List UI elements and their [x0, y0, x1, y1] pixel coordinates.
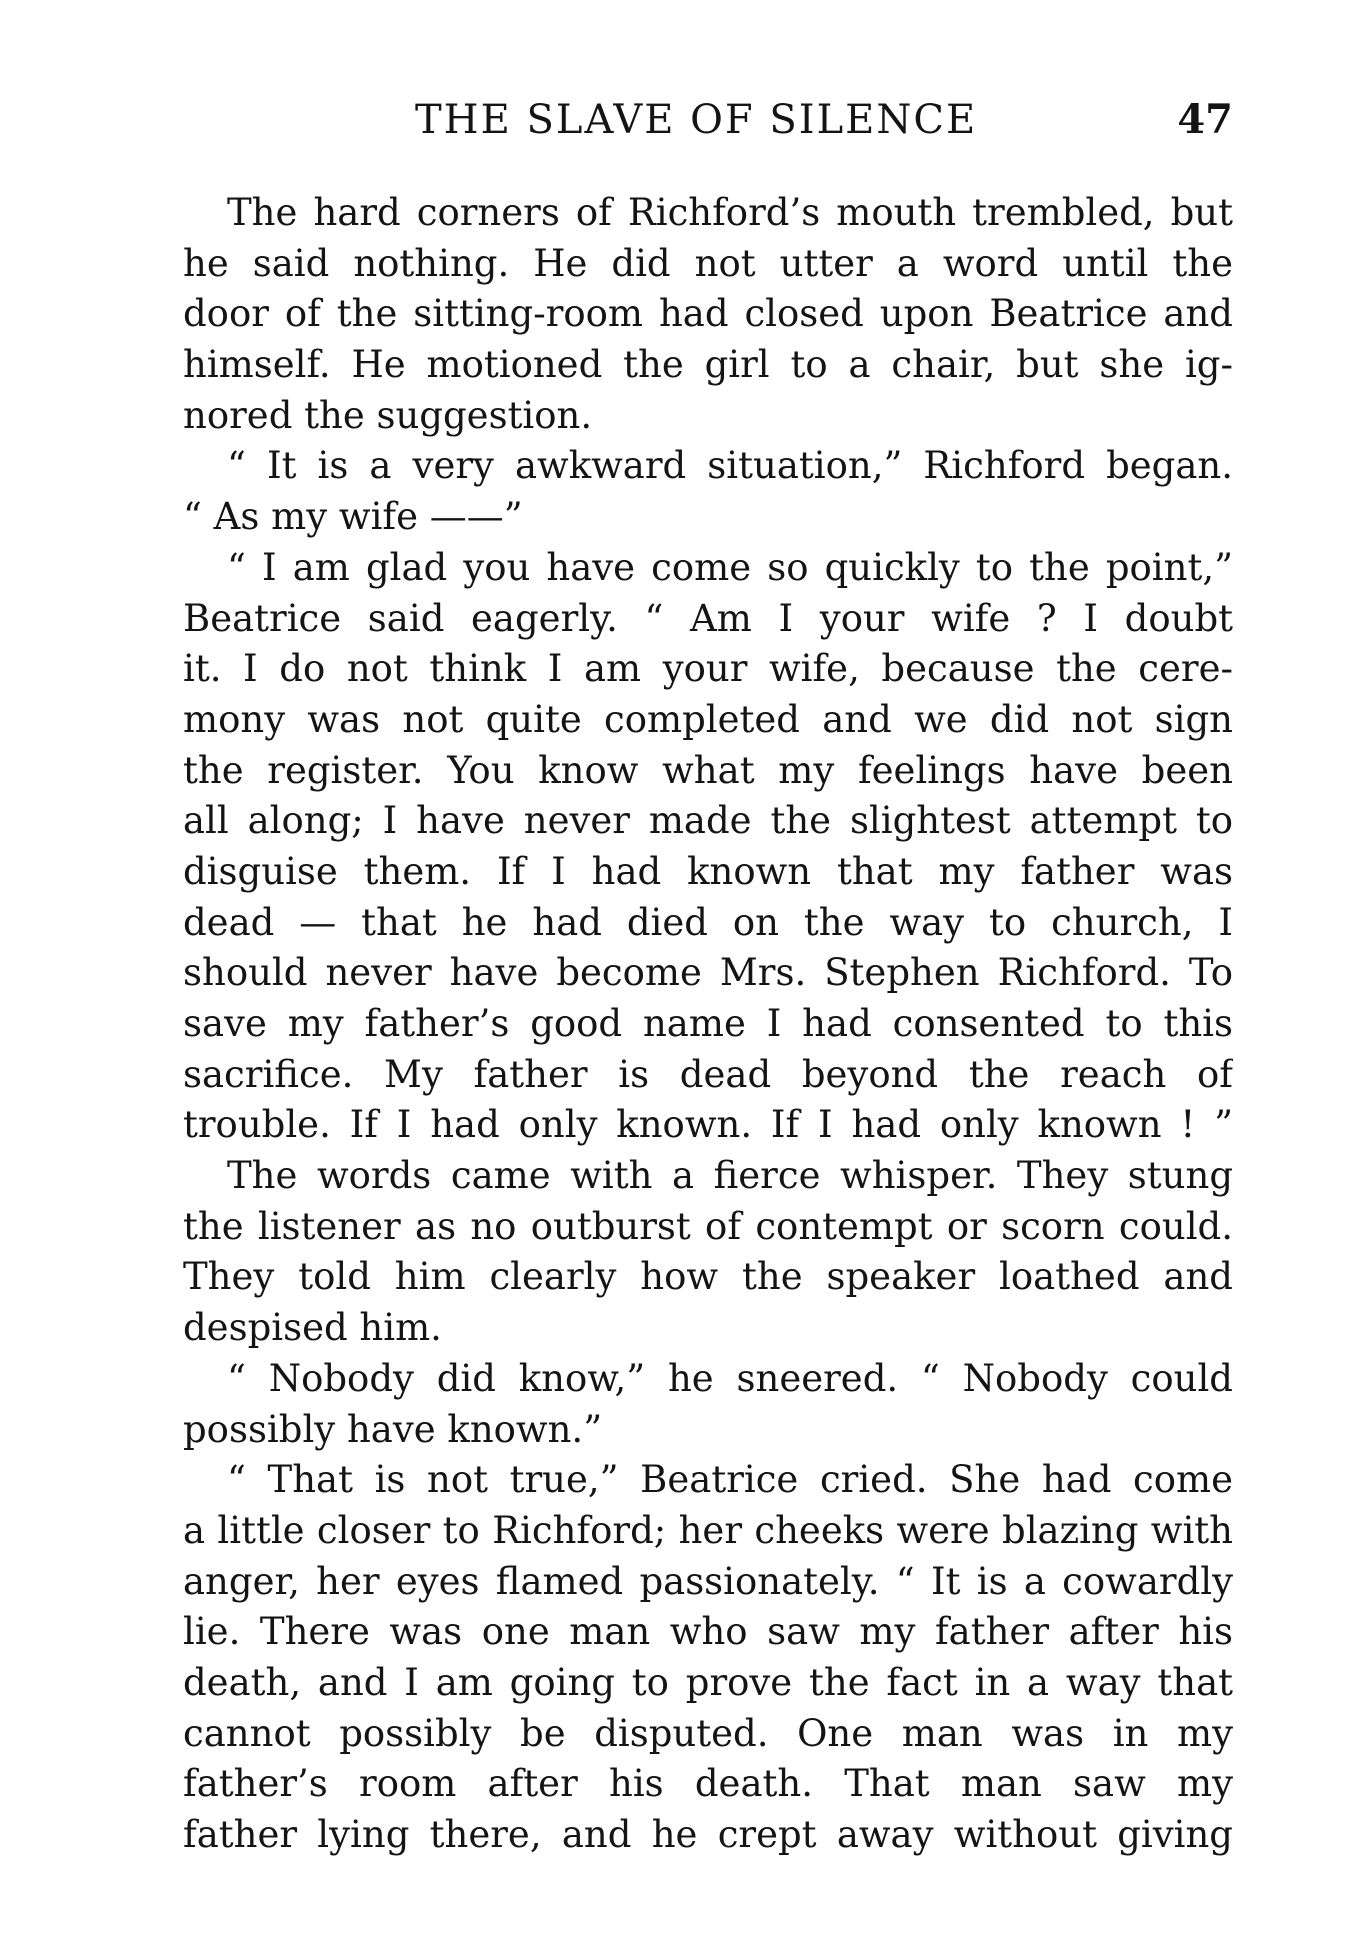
paragraph [183, 1151, 1233, 1354]
text-line: the listener as no outburst of contempt or scorn could. [183, 1204, 1233, 1248]
paragraph [183, 188, 1233, 441]
text-line: save my father’s good name I had consented to this [183, 1002, 1233, 1045]
paragraph [183, 1455, 1233, 1861]
text-line: The hard corners of Richford’s mouth trembled, but [227, 191, 1233, 234]
running-head [183, 95, 1233, 145]
text-line: “ It is a very awkward situation,” Richford began. [227, 444, 1233, 488]
text-line: “ That is not true,” Beatrice cried. She had come [227, 1458, 1233, 1502]
text-line: nored the suggestion. [183, 393, 593, 437]
text-line: “ Nobody did know,” he sneered. “ Nobody could [227, 1356, 1233, 1400]
body-text [183, 188, 1233, 1861]
text-line: possibly have known.” [183, 1407, 603, 1451]
paragraph [183, 1354, 1233, 1455]
text-line: sacrifice. My father is dead beyond the reach of [183, 1052, 1233, 1096]
paragraph [183, 543, 1233, 1151]
text-line: himself. He motioned the girl to a chair, but she ig- [183, 343, 1233, 387]
text-line: dead — that he had died on the way to church, I [183, 900, 1233, 944]
text-line: father lying there, and he crept away without giving [183, 1813, 1233, 1856]
text-line: father’s room after his death. That man saw my [183, 1762, 1233, 1806]
text-line: mony was not quite completed and we did not sign [183, 697, 1233, 741]
text-line: anger, her eyes flamed passionately. “ It is a cowardly [183, 1559, 1233, 1603]
text-line: lie. There was one man who saw my father after his [183, 1610, 1233, 1654]
text-line: “ As my wife ——” [183, 495, 523, 539]
text-line: door of the sitting-room had closed upon Beatrice and [183, 292, 1233, 336]
page-number: 47 [1177, 96, 1233, 143]
paragraph [183, 441, 1233, 542]
text-line: all along; I have never made the slightest attempt to [183, 799, 1233, 843]
text-line: despised him. [183, 1306, 442, 1350]
text-line: They told him clearly how the speaker loathed and [183, 1255, 1233, 1299]
running-title: THE SLAVE OF SILENCE [415, 97, 978, 143]
text-line: “ I am glad you have come so quickly to the point,” [227, 545, 1233, 589]
text-line: disguise them. If I had known that my father was [183, 849, 1233, 893]
text-line: the register. You know what my feelings have been [183, 748, 1233, 792]
text-line: cannot possibly be disputed. One man was in my [183, 1711, 1233, 1755]
text-line: trouble. If I had only known. If I had only known ! ” [183, 1103, 1233, 1147]
text-line: it. I do not think I am your wife, because the cere- [183, 647, 1233, 691]
text-line: should never have become Mrs. Stephen Richford. To [183, 951, 1233, 995]
text-line: death, and I am going to prove the fact in a way that [183, 1660, 1233, 1704]
text-line: a little closer to Richford; her cheeks were blazing with [183, 1508, 1233, 1552]
text-line: he said nothing. He did not utter a word until the [183, 241, 1233, 285]
text-line: Beatrice said eagerly. “ Am I your wife ? I doubt [183, 596, 1233, 640]
text-line: The words came with a fierce whisper. They stung [227, 1154, 1233, 1198]
